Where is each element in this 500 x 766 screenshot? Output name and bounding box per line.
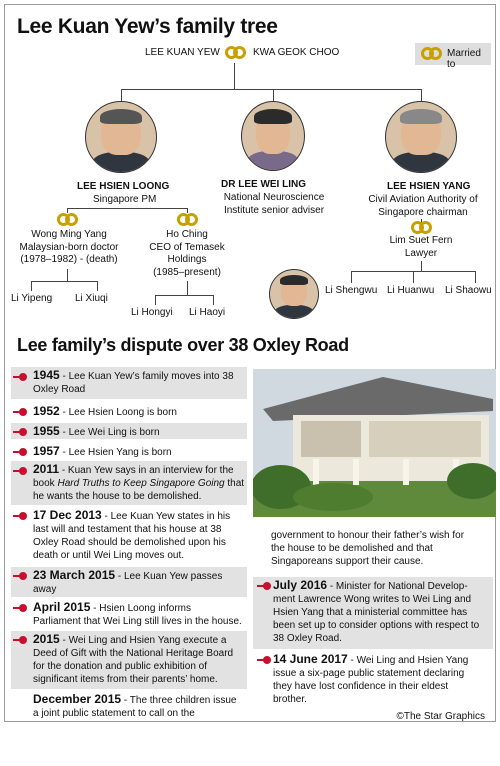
child-role-weiling: National Neuroscience Institute senior adviser [223, 192, 325, 216]
bullet-icon [13, 512, 27, 520]
bullet-icon [13, 408, 27, 416]
bullet-icon [13, 636, 27, 644]
grandchild-li-haoyi: Li Haoyi [189, 307, 226, 318]
bullet-icon [13, 428, 27, 436]
grandchild-li-huanwu: Li Huanwu [387, 285, 435, 296]
bullet-icon [257, 656, 271, 664]
dispute-title: Lee family’s dispute over 38 Oxley Road [17, 335, 349, 355]
bullet-icon [257, 582, 271, 590]
timeline-event: 2015 - Wei Ling and Hsien Yang execute a Deed of Gift with the National Heritage Board for the donation and public exhibition of significant items from their parents’ home. [11, 631, 247, 689]
lee-hsien-loong-photo [85, 101, 157, 173]
oxley-road-house-photo [253, 369, 496, 517]
grandchild-li-hongyi: Li Hongyi [131, 307, 173, 318]
father-name: LEE KUAN YEW [145, 47, 220, 58]
timeline-event: 1945 - Lee Kuan Yew’s family moves into 38 Oxley Road [11, 367, 247, 399]
child-role-yang: Civil Aviation Authority of Singapore chairman [368, 194, 478, 218]
mother-name: KWA GEOK CHOO [253, 47, 340, 58]
spouse-ho-ching: Ho Ching CEO of Temasek Holdings (1985–present) [149, 229, 225, 278]
grandchild-li-yipeng: Li Yipeng [11, 293, 53, 304]
bullet-icon [13, 448, 27, 456]
timeline-event-continued: government to honour their father’s wish for the house to be demolished and that Singaporeans support their cause. [271, 530, 465, 567]
timeline-event: 1957 - Lee Hsien Yang is born [33, 444, 172, 458]
spouse-wong-ming-yang: Wong Ming Yang Malaysian-born doctor (1978–1982) - (death) [19, 229, 119, 265]
lee-hsien-yang-photo [385, 101, 457, 173]
timeline-event: July 2016 - Minister for National Develop- ment Lawrence Wong writes to Wei Ling and Hsien Yang that a ministerial committee has been set up to consider options with respect to 38 Oxley Road. [253, 577, 493, 649]
grandchild-li-shaowu: Li Shaowu [445, 285, 492, 296]
timeline-event: 14 June 2017 - Wei Ling and Hsien Yang issue a six-page public statement declaring they have lost confidence in their eldest brother. [273, 652, 469, 705]
timeline-event: December 2015 - The three children issue a joint public statement to call on the [33, 692, 237, 719]
child-name-weiling: DR LEE WEI LING [221, 179, 306, 190]
timeline-event: April 2015 - Hsien Loong informs Parliament that Wei Ling still lives in the house. [33, 600, 242, 627]
li-shengwu-photo [269, 269, 319, 319]
bullet-icon [13, 467, 27, 475]
infographic-frame [4, 4, 496, 722]
timeline-event: 1952 - Lee Hsien Loong is born [33, 404, 177, 418]
bullet-icon [13, 572, 27, 580]
child-role-loong: Singapore PM [93, 194, 157, 205]
timeline-event: 23 March 2015 - Lee Kuan Yew passes away [11, 567, 247, 597]
grandchild-li-shengwu: Li Shengwu [325, 285, 378, 296]
timeline-event: 17 Dec 2013 - Lee Kuan Yew states in his last will and testament that his house at 38 Oxley Road should be demolished upon his death or until Wei Ling moves out. [33, 508, 231, 561]
bullet-icon [13, 604, 27, 612]
rings-icon [411, 221, 433, 235]
bullet-icon [13, 373, 27, 381]
legend-label: Married to [447, 48, 481, 70]
credit-text: ©The Star Graphics [396, 711, 485, 722]
grandchild-li-xiuqi: Li Xiuqi [75, 293, 108, 304]
timeline-event: 1955 - Lee Wei Ling is born [11, 423, 247, 439]
legend [415, 43, 491, 70]
child-name-yang: LEE HSIEN YANG [387, 181, 471, 192]
rings-icon [421, 47, 443, 61]
rings-icon [225, 46, 247, 60]
rings-icon [177, 213, 199, 227]
page-title: Lee Kuan Yew’s family tree [17, 15, 278, 38]
spouse-lim-suet-fern: Lim Suet Fern Lawyer [389, 235, 453, 259]
rings-icon [57, 213, 79, 227]
lee-wei-ling-photo [241, 101, 305, 171]
child-name-loong: LEE HSIEN LOONG [77, 181, 170, 192]
timeline-event: 2011 - Kuan Yew says in an interview for the book Hard Truths to Keep Singapore Going that he wants the house to be demolished. [11, 461, 247, 505]
